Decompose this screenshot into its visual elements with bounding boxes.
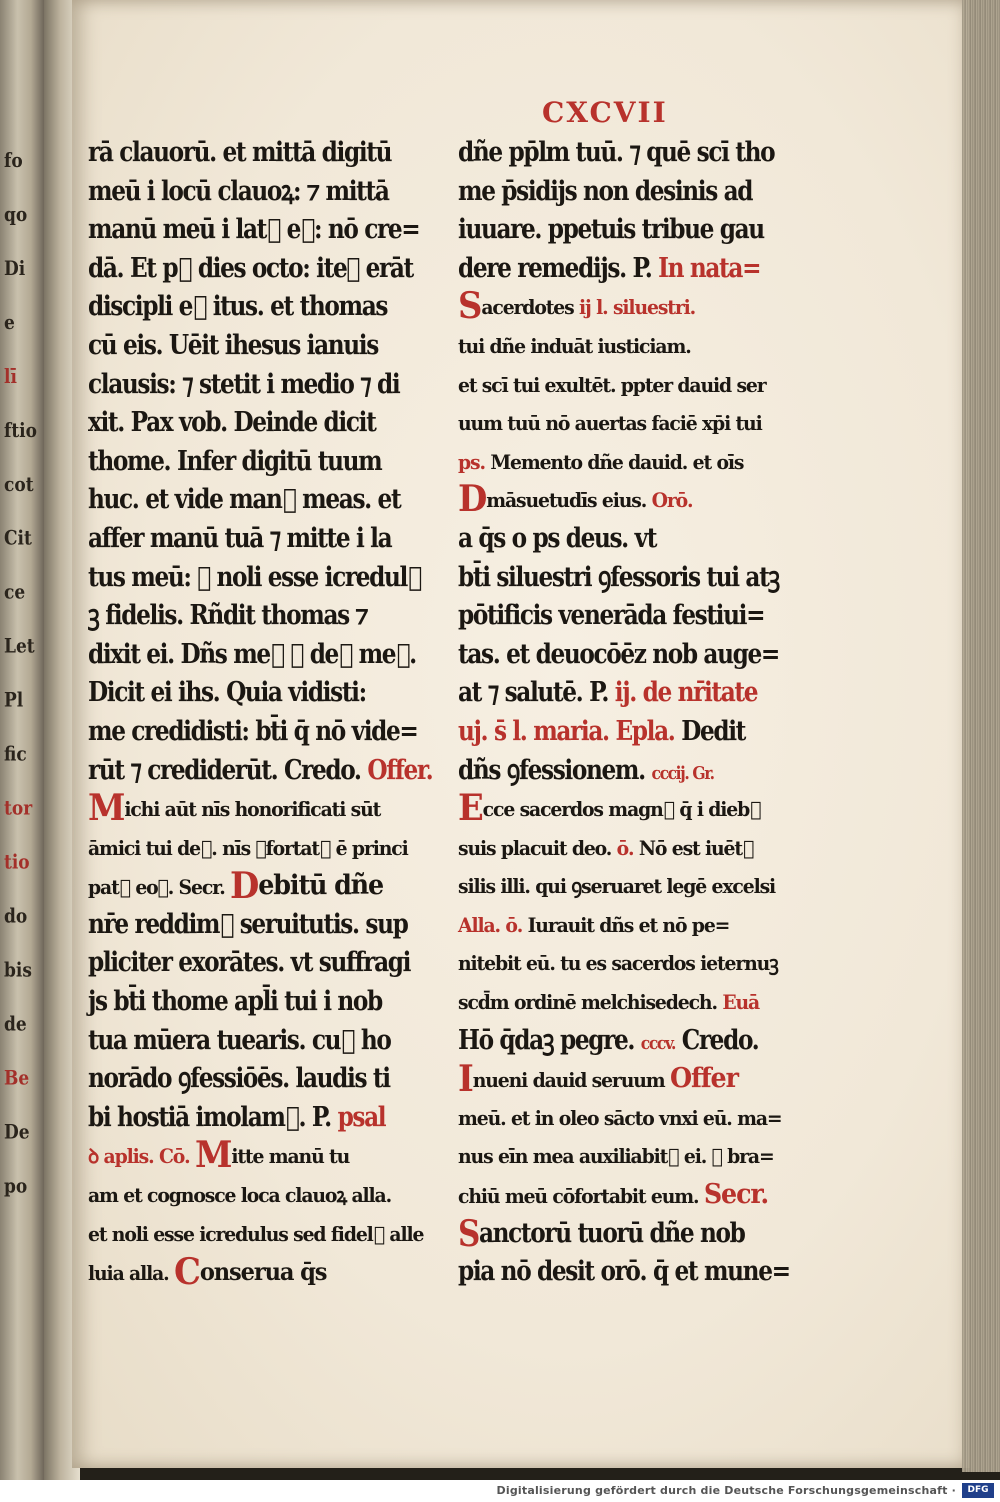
- verso-text-fragment: Let: [4, 635, 35, 659]
- text-fragment: itte manū tu: [231, 1144, 350, 1169]
- text-fragment: cce sacerdos magn᷒ q̄ i dieb᷒: [482, 797, 761, 822]
- text-line: rā clauorū. et mittā digitū: [88, 137, 392, 168]
- text-line: ꝫ fidelis. Rñdit thomas ⁊: [88, 600, 368, 632]
- text-line: tua mūera tuearis. cu᷒ ho: [88, 1024, 391, 1056]
- rubric: ps.: [458, 449, 485, 474]
- text-line: [88, 787, 389, 830]
- text-line: [458, 1022, 759, 1061]
- text-line: xit. Pax vob. Deinde dicit: [88, 407, 376, 439]
- verso-text-fragment: tor: [4, 797, 33, 821]
- text-line: discipli e᷒ itus. et thomas: [88, 291, 388, 323]
- text-line: [458, 752, 733, 791]
- text-line: js bt̄i thome apl̄i tui i nob: [88, 986, 382, 1018]
- rubric: In nata=: [658, 252, 761, 284]
- text-line: bt̄i siluestri ꝯfessoris tui atꝫ: [458, 561, 779, 593]
- text-line: nitebit eū. tu es sacerdos ieternuꝫ: [458, 951, 778, 976]
- text-fragment: dere remedijs. P.: [458, 252, 652, 284]
- text-line: [458, 443, 759, 482]
- text-fragment: onserua q̄s: [199, 1257, 327, 1287]
- text-line: [458, 1060, 759, 1099]
- verso-text-fragment: e: [4, 311, 15, 335]
- verso-text-fragment: tio: [4, 851, 30, 875]
- text-line: cū eis. Uēit ihesus ianuis: [88, 329, 378, 361]
- text-fragment: Iurauit dñs et nō pe=: [527, 912, 730, 937]
- verso-text-fragment: do: [4, 905, 28, 929]
- verso-text-fragment: qo: [4, 203, 28, 227]
- verso-text-fragment: cot: [4, 473, 34, 497]
- text-fragment: luia alla.: [88, 1261, 169, 1286]
- rubric: Euā: [722, 990, 760, 1015]
- rubric: Offer: [669, 1063, 738, 1095]
- verso-text-fragment: De: [4, 1121, 30, 1145]
- text-line: me p̄sidijs non desinis ad: [458, 175, 753, 207]
- initial-letter: E: [458, 787, 483, 830]
- text-line: meū. et in oleo sācto vnxi eū. ma=: [458, 1105, 782, 1130]
- right-text-column: [458, 134, 790, 1292]
- text-line: affer manū tuā ⁊ mitte i la: [88, 522, 392, 554]
- text-line: tas. et deuocōēz nob auge=: [458, 638, 779, 670]
- text-line: thome. Infer digitū tuum: [88, 445, 382, 477]
- initial-letter: M: [88, 787, 125, 830]
- text-line: norādo ꝯfessiōēs. laudis ti: [88, 1063, 390, 1095]
- text-fragment: acerdotes: [481, 295, 574, 320]
- text-fragment: Hō q̄daꝫ pegre.: [458, 1024, 635, 1056]
- text-fragment: ichi aūt nīs honorificati sūt: [124, 797, 381, 822]
- dfg-logo: DFG: [962, 1483, 994, 1498]
- text-line: silis illi. qui ꝯseruaret legē excelsi: [458, 874, 776, 899]
- text-line: et scī tui exultēt. ppter dauid ser: [458, 372, 766, 397]
- left-text-column: [88, 134, 433, 1294]
- rubric: ꝺ aplis. Cō.: [88, 1144, 190, 1169]
- funding-credit: Digitalisierung gefördert durch die Deutsche Forschungsgemeinschaft ·: [496, 1484, 956, 1497]
- text-fragment: Dedit: [681, 715, 746, 747]
- rubric: Offer.: [367, 754, 433, 786]
- verso-text-fragment: de: [4, 1013, 27, 1037]
- initial-letter: D: [230, 865, 259, 908]
- initial-letter: C: [174, 1251, 200, 1294]
- text-fragment: scd̄m ordinē melchisedech.: [458, 990, 717, 1015]
- text-line: [458, 250, 761, 289]
- initial-letter: D: [458, 478, 487, 521]
- text-line: pliciter exorātes. vt suffragi: [88, 947, 411, 979]
- digitization-footer: [0, 1480, 1000, 1502]
- text-line: [458, 983, 759, 1022]
- initial-letter: M: [195, 1134, 232, 1177]
- text-line: [458, 674, 758, 713]
- text-line: [458, 478, 759, 521]
- text-fragment: Memento dñe dauid. et oīs: [490, 449, 744, 474]
- text-line: tus meū: ⁊ noli esse icredul᷒: [88, 561, 421, 593]
- text-line: clausis: ⁊ stetit i medio ⁊ di: [88, 368, 400, 400]
- verso-text-fragment: ce: [4, 581, 26, 605]
- text-line: am et cognosce loca clauoꝝ alla.: [88, 1183, 392, 1208]
- text-line: [458, 713, 746, 752]
- rubric: ij. de nr̄itate: [614, 677, 758, 709]
- text-line: [458, 285, 759, 328]
- initial-letter: S: [458, 1212, 479, 1255]
- text-line: [458, 787, 761, 830]
- text-line: [88, 1134, 389, 1177]
- text-fragment: suis placuit deo.: [458, 835, 612, 860]
- text-line: Dicit ei ihs. Quia vidisti:: [88, 677, 366, 709]
- text-fragment: Nō est iuēt᷒: [638, 835, 754, 860]
- text-line: iuuare. ppetuis tribue gau: [458, 214, 764, 246]
- text-fragment: pat᷒ eoꝝ. Secr.: [88, 875, 225, 900]
- text-line: dā. Et p᷒ dies octo: iteꝝ erāt: [88, 252, 413, 284]
- text-line: meū i locū clauoꝝ: ⁊ mittā: [88, 175, 389, 207]
- text-line: huc. et vide man᷒ meas. et: [88, 484, 401, 516]
- rubric: psal: [337, 1101, 386, 1133]
- text-fragment: anctorū tuorū dñe nob: [478, 1217, 745, 1249]
- verso-text-fragment: bis: [4, 959, 32, 983]
- rubric: ij l. siluestri.: [579, 295, 696, 320]
- text-line: nus eīn mea auxiliabit᷒ ei. ⁊ bra=: [458, 1144, 774, 1169]
- text-fragment: rūt ⁊ crediderūt. Credo.: [88, 754, 361, 786]
- verso-text-fragment: po: [4, 1175, 28, 1199]
- text-line: dñe pp̄lm tuū. ⁊ quē scī tho: [458, 137, 775, 168]
- text-line: et noli esse icredulus sed fidel᷒ alle: [88, 1221, 424, 1246]
- text-line: [88, 752, 433, 791]
- text-line: [88, 867, 389, 906]
- text-line: [458, 1176, 769, 1215]
- verso-text-fragment: Be: [4, 1067, 30, 1091]
- rubric: ō.: [505, 912, 523, 937]
- text-fragment: dñs ꝯfessionem.: [458, 754, 645, 786]
- text-line: me credidisti: bt̄i q̄ nō vide=: [88, 715, 418, 747]
- page-fore-edge: [962, 0, 1000, 1472]
- text-line: uum tuū nō auertas faciē xp̄i tui: [458, 411, 762, 436]
- text-line: manū meū i lat᷒ e᷒: nō cre=: [88, 214, 420, 246]
- rubric: ō.: [616, 835, 634, 860]
- text-fragment: ebitū dñe: [258, 870, 384, 902]
- text-line: nr̄e reddim᷒ seruitutis. sup: [88, 908, 408, 940]
- initial-letter: I: [458, 1058, 473, 1101]
- text-line: āmici tui de᷒. nīs ꝯfortat᷒ ē princi: [88, 835, 408, 860]
- text-line: a q̄s o ps deus. vt: [458, 522, 657, 554]
- text-line: pia nō desit orō. q̄ et mune=: [458, 1256, 790, 1288]
- verso-text-fragment: Pl: [4, 689, 24, 713]
- text-fragment: bi hostiā imolam᷒. P.: [88, 1101, 331, 1133]
- folio-number: CXCVII: [542, 96, 668, 129]
- text-line: [88, 1253, 389, 1292]
- text-fragment: chiū meū cōfortabit eum.: [458, 1184, 699, 1209]
- text-line: pōtificis venerāda festiui=: [458, 600, 765, 632]
- verso-text-fragment: lī: [4, 365, 17, 389]
- text-line: [458, 906, 759, 945]
- rubric: cccv.: [640, 1032, 676, 1054]
- verso-text-fragment: ftio: [4, 419, 37, 443]
- verso-text-fragment: Di: [4, 257, 26, 281]
- rubric: Secr.: [703, 1179, 769, 1211]
- text-fragment: nueni dauid seruum: [472, 1068, 665, 1093]
- rubric: cccij. Gr.: [651, 762, 714, 784]
- rubric: Alla.: [458, 912, 500, 937]
- verso-text-fragment: fo: [4, 149, 23, 173]
- text-fragment: Credo.: [681, 1024, 759, 1056]
- text-fragment: at ⁊ salutē. P.: [458, 677, 609, 709]
- verso-page-edge: [0, 0, 44, 1480]
- initial-letter: S: [458, 285, 482, 328]
- text-line: tui dñe induāt iusticiam.: [458, 333, 691, 358]
- text-line: [458, 1212, 745, 1255]
- verso-text-fragment: Cit: [4, 527, 32, 551]
- rubric: Orō.: [651, 488, 693, 513]
- text-line: [88, 1099, 386, 1138]
- text-line: dixit ei. Dñs me᷒ ⁊ de᷒ me᷒.: [88, 638, 416, 670]
- verso-text-fragment: fic: [4, 743, 27, 767]
- rubric: uj. s̄ l. maria. Epla.: [458, 715, 675, 747]
- text-fragment: māsuetudīs eius.: [486, 488, 647, 513]
- text-line: [458, 829, 759, 868]
